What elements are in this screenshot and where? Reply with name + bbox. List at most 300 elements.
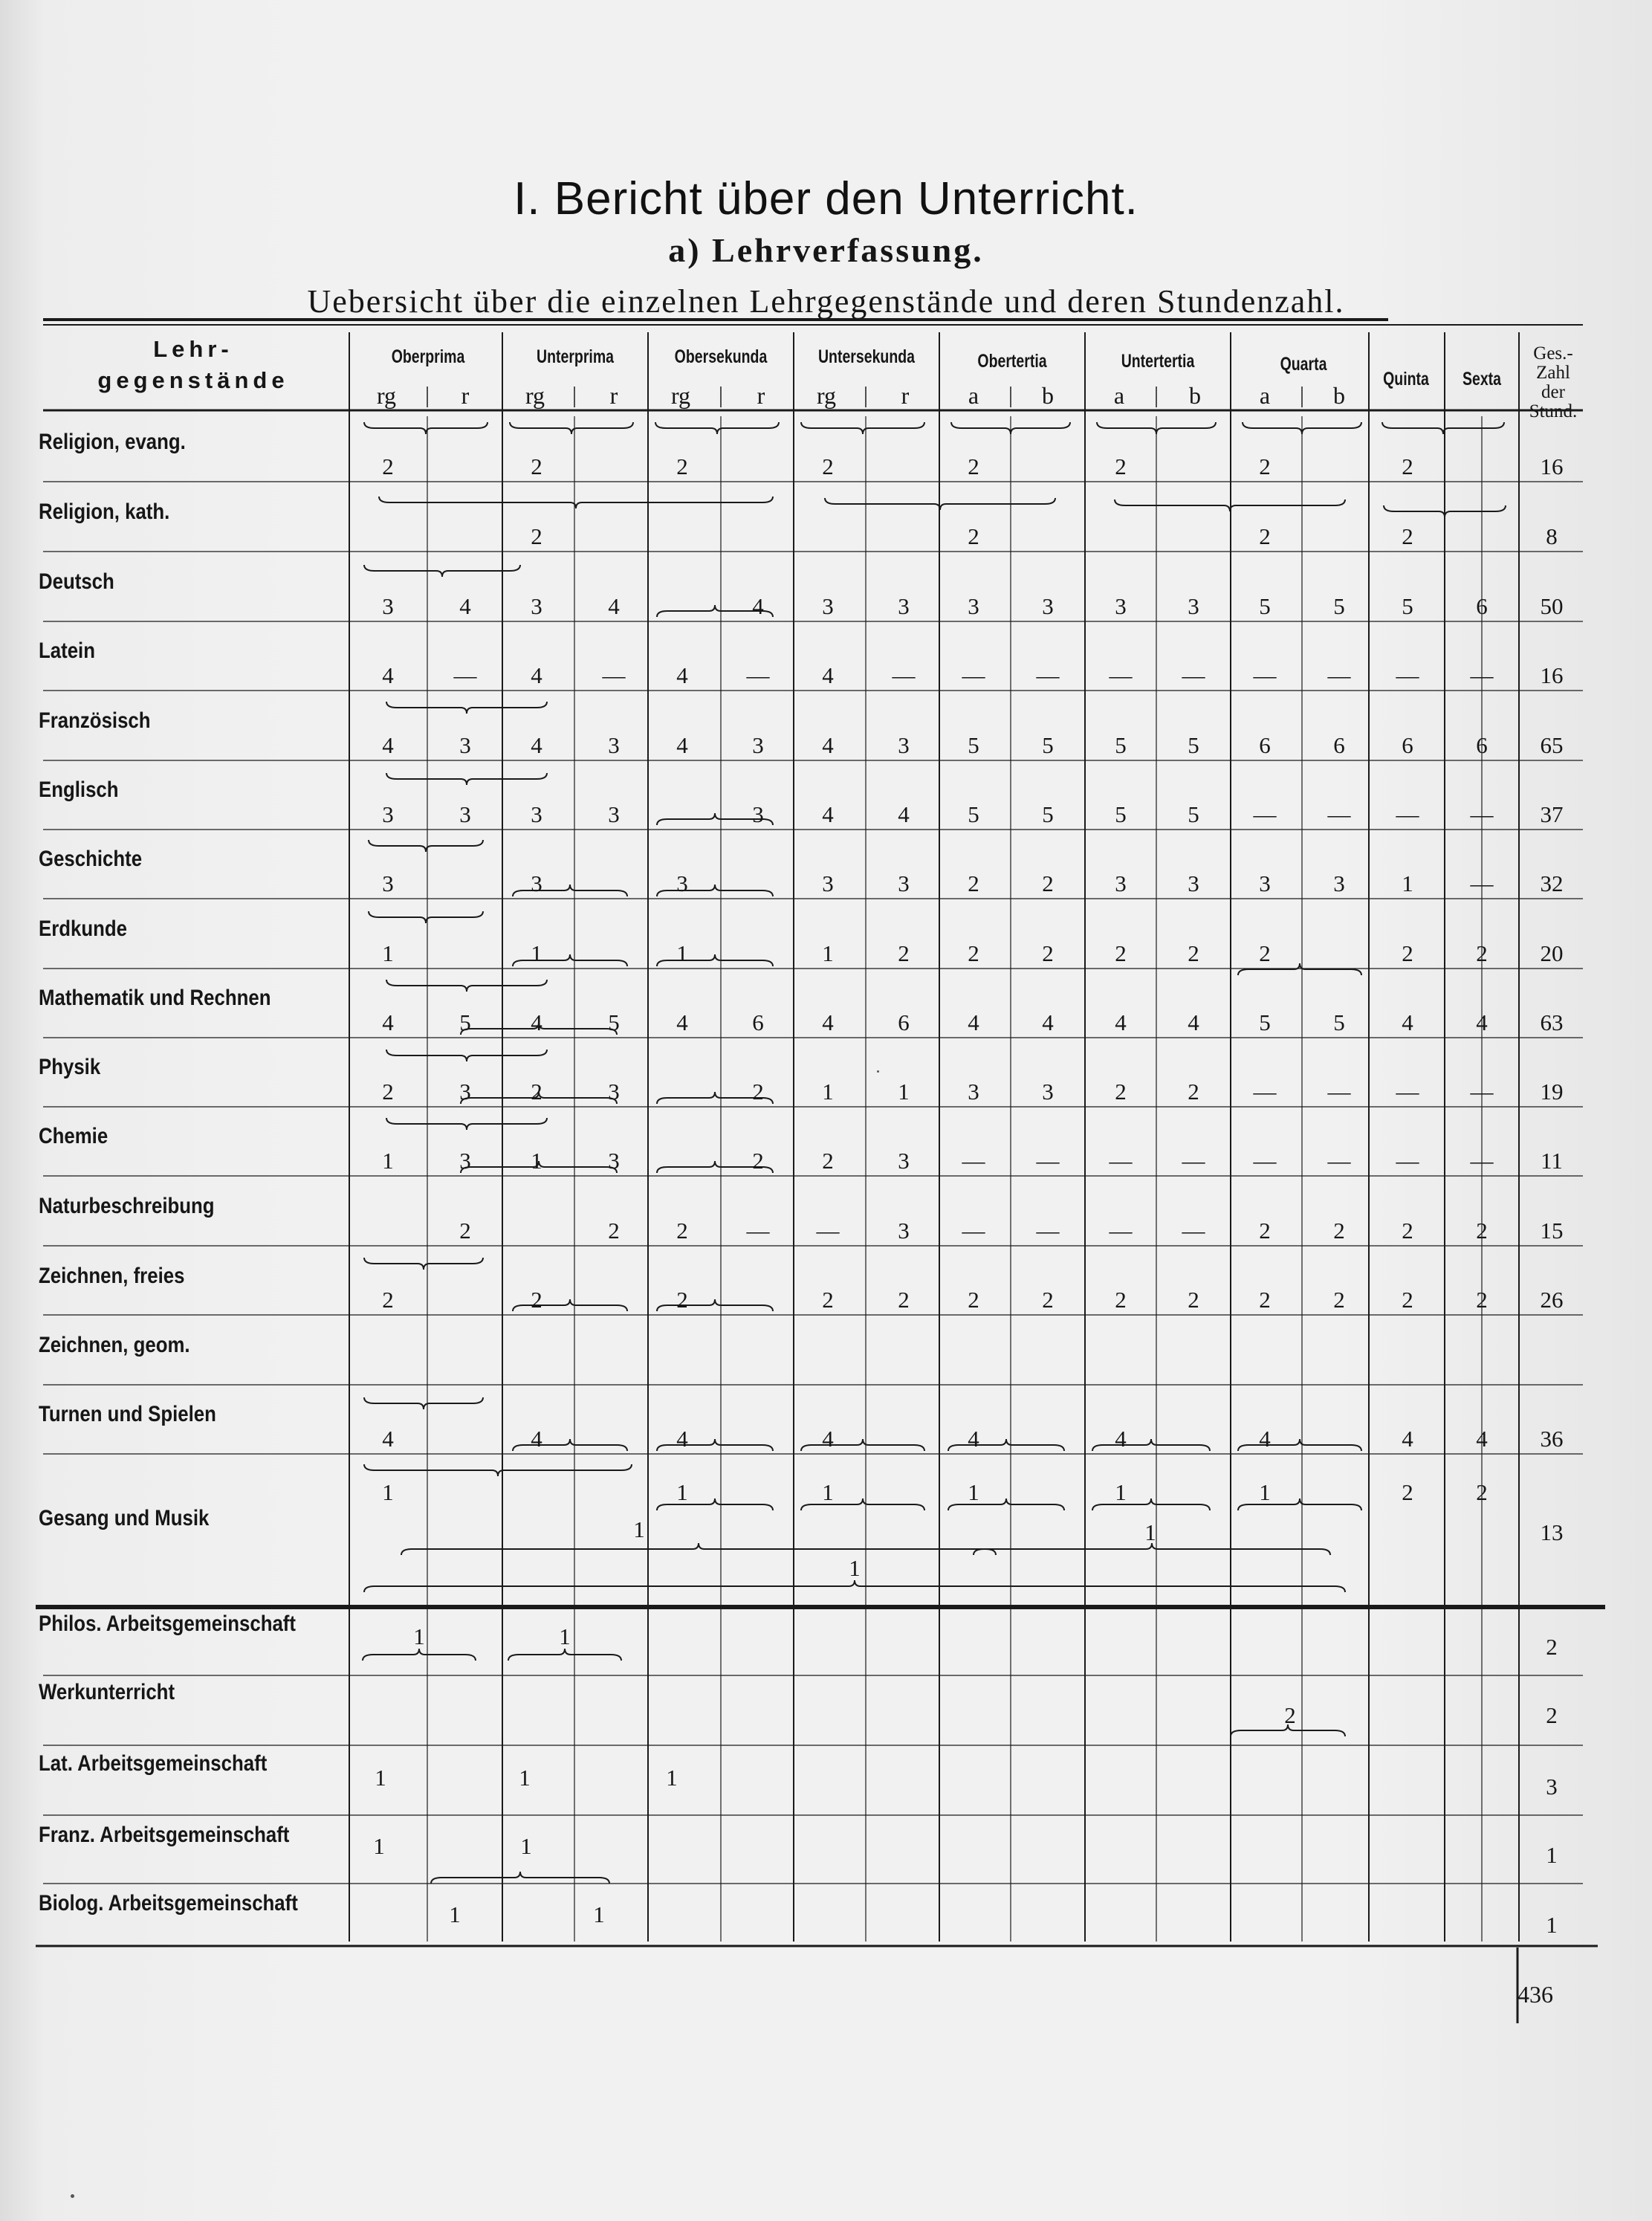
cell-value: 3 — [898, 732, 910, 758]
subject-label: Zeichnen, geom. — [39, 1333, 190, 1357]
cell-value: 4 — [382, 732, 394, 758]
subject-label: Philos. Arbeitsgemeinschaft — [39, 1611, 297, 1636]
cell-value: 4 — [1259, 1426, 1271, 1452]
grand-total: 436 — [1517, 1981, 1553, 2008]
subhead: a — [968, 382, 979, 409]
row-total: 65 — [1540, 732, 1564, 758]
cell-value: — — [1470, 870, 1494, 896]
subject-label: Lat. Arbeitsgemeinschaft — [39, 1751, 268, 1776]
group-brace — [386, 1118, 547, 1130]
cell-value: 2 — [1188, 1079, 1199, 1105]
cell-value: 2 — [968, 940, 979, 966]
total-header-line: der — [1541, 382, 1565, 402]
cell-value: 2 — [752, 1148, 764, 1174]
cell-value: 2 — [1476, 1287, 1488, 1313]
cell-value: — — [1470, 1079, 1494, 1105]
cell-value: 4 — [898, 801, 910, 827]
cell-value: 1 — [676, 1479, 688, 1505]
cell-value: 5 — [1115, 801, 1127, 827]
cell-value: 2 — [1259, 453, 1271, 479]
row-total: 63 — [1540, 1009, 1564, 1035]
cell-value: 3 — [752, 801, 764, 827]
cell-value: 4 — [822, 1009, 834, 1035]
cell-value: 2 — [1115, 940, 1127, 966]
cell-value: 4 — [531, 662, 542, 688]
cell-value: 1 — [849, 1555, 861, 1581]
cell-value: 5 — [1333, 593, 1345, 619]
row-total: 26 — [1540, 1287, 1564, 1313]
cell-value: — — [1327, 1079, 1351, 1105]
cell-value: — — [1036, 1148, 1060, 1174]
cell-value: 2 — [382, 1287, 394, 1313]
cell-value: — — [1396, 662, 1419, 688]
cell-value: — — [962, 662, 985, 688]
cell-value: 3 — [1115, 593, 1127, 619]
cell-value: 1 — [968, 1479, 979, 1505]
cell-value: 4 — [1042, 1009, 1054, 1035]
cell-value: 3 — [898, 593, 910, 619]
cell-value: 4 — [382, 1009, 394, 1035]
cell-value: — — [1253, 1148, 1277, 1174]
cell-value: 3 — [1042, 593, 1054, 619]
class-header: Untertertia — [1121, 351, 1195, 372]
cell-value: 2 — [1188, 1287, 1199, 1313]
cell-value: 3 — [898, 1218, 910, 1244]
cell-value: 2 — [1042, 870, 1054, 896]
cell-value: 2 — [1115, 1079, 1127, 1105]
cell-value: 1 — [559, 1623, 571, 1649]
row-total: 15 — [1540, 1218, 1564, 1244]
group-brace — [364, 1580, 1345, 1592]
cell-value: 5 — [1333, 1009, 1345, 1035]
group-brace — [431, 1872, 609, 1884]
subject-column-header-line2: gegenstände — [97, 367, 289, 393]
page-speck — [877, 1070, 879, 1073]
cell-value: 3 — [459, 1079, 471, 1105]
cell-value: 1 — [382, 1148, 394, 1174]
cell-value: 2 — [752, 1079, 764, 1105]
cell-value: 4 — [676, 662, 688, 688]
cell-value: 2 — [676, 1287, 688, 1313]
cell-value: 1 — [449, 1901, 461, 1927]
cell-value: 3 — [382, 593, 394, 619]
cell-value: — — [746, 662, 770, 688]
subject-label: Deutsch — [39, 569, 114, 594]
cell-value: 4 — [459, 593, 471, 619]
cell-value: 4 — [1402, 1426, 1413, 1452]
cell-value: 1 — [1115, 1479, 1127, 1505]
cell-value: 3 — [1042, 1079, 1054, 1105]
group-brace — [364, 1464, 632, 1476]
cell-value: 1 — [1259, 1479, 1271, 1505]
subject-label: Franz. Arbeitsgemeinschaft — [39, 1823, 290, 1847]
cell-value: 4 — [382, 1426, 394, 1452]
subject-label: Englisch — [39, 777, 119, 802]
cell-value: 4 — [968, 1426, 979, 1452]
cell-value: 1 — [373, 1833, 385, 1859]
cell-value: 2 — [968, 453, 979, 479]
subject-label: Naturbeschreibung — [39, 1194, 215, 1218]
cell-value: 1 — [822, 1079, 834, 1105]
cell-value: 3 — [382, 801, 394, 827]
cell-value: 2 — [1476, 1218, 1488, 1244]
cell-value: 5 — [1115, 732, 1127, 758]
group-brace — [369, 911, 483, 923]
class-header: Sexta — [1462, 369, 1502, 389]
page-speck — [71, 2194, 74, 2198]
cell-value: 4 — [676, 732, 688, 758]
cell-value: 1 — [375, 1765, 386, 1791]
cell-value: 3 — [1115, 870, 1127, 896]
row-total: 50 — [1540, 593, 1564, 619]
subhead: rg — [816, 382, 837, 409]
group-brace — [363, 1649, 476, 1661]
subhead: r — [901, 382, 910, 409]
cell-value: 5 — [1259, 1009, 1271, 1035]
cell-value: 1 — [520, 1833, 532, 1859]
cell-value: — — [453, 662, 477, 688]
subhead: r — [609, 382, 618, 409]
cell-value: 2 — [531, 523, 542, 549]
subject-label: Geschichte — [39, 847, 143, 871]
cell-value: — — [1109, 662, 1133, 688]
subject-label: Erdkunde — [39, 916, 127, 941]
cell-value: 1 — [519, 1765, 531, 1791]
class-header: Quarta — [1280, 354, 1327, 375]
cell-value: 2 — [1402, 523, 1413, 549]
cell-value: — — [1182, 662, 1205, 688]
cell-value: 4 — [822, 801, 834, 827]
cell-value: 1 — [898, 1079, 910, 1105]
cell-value: 2 — [968, 1287, 979, 1313]
cell-value: 2 — [1115, 453, 1127, 479]
cell-value: 1 — [382, 940, 394, 966]
cell-value: 1 — [1402, 870, 1413, 896]
cell-value: — — [892, 662, 916, 688]
cell-value: 2 — [531, 1079, 542, 1105]
cell-value: 1 — [822, 1479, 834, 1505]
cell-value: 4 — [1115, 1426, 1127, 1452]
cell-value: 2 — [1259, 940, 1271, 966]
cell-value: 6 — [1402, 732, 1413, 758]
total-header-line: Ges.- — [1533, 343, 1573, 363]
row-total: 20 — [1540, 940, 1564, 966]
subject-label: Turnen und Spielen — [39, 1402, 216, 1426]
cell-value: 1 — [633, 1516, 645, 1542]
cell-value: 2 — [1476, 940, 1488, 966]
group-brace — [1382, 422, 1504, 434]
cell-value: 2 — [1333, 1287, 1345, 1313]
cell-value: 4 — [822, 732, 834, 758]
cell-value: 2 — [822, 453, 834, 479]
cell-value: — — [1182, 1218, 1205, 1244]
group-brace — [364, 422, 487, 434]
cell-value: — — [1470, 1148, 1494, 1174]
class-header: Oberprima — [391, 346, 465, 367]
cell-value: 2 — [1476, 1479, 1488, 1505]
subhead: r — [757, 382, 765, 409]
cell-value: — — [1253, 662, 1277, 688]
cell-value: 5 — [968, 732, 979, 758]
row-total: 11 — [1541, 1148, 1563, 1174]
cell-value: 2 — [1115, 1287, 1127, 1313]
cell-value: — — [962, 1148, 985, 1174]
cell-value: 4 — [822, 662, 834, 688]
cell-value: 5 — [608, 1009, 620, 1035]
cell-value: — — [1109, 1218, 1133, 1244]
cell-value: 4 — [822, 1426, 834, 1452]
cell-value: 6 — [752, 1009, 764, 1035]
row-total: 37 — [1540, 801, 1564, 827]
cell-value: 2 — [531, 1287, 542, 1313]
cell-value: 2 — [608, 1218, 620, 1244]
cell-value: 3 — [1188, 593, 1199, 619]
cell-value: 1 — [413, 1623, 425, 1649]
cell-value: — — [816, 1218, 840, 1244]
group-brace — [386, 1050, 547, 1061]
subhead: b — [1189, 382, 1201, 409]
row-total: 19 — [1540, 1079, 1564, 1105]
cell-value: 5 — [968, 801, 979, 827]
cell-value: — — [1253, 1079, 1277, 1105]
cell-value: 4 — [676, 1009, 688, 1035]
cell-value: — — [1396, 1148, 1419, 1174]
row-total: 8 — [1546, 523, 1558, 549]
group-brace — [386, 773, 547, 785]
class-header: Quinta — [1383, 369, 1429, 389]
cell-value: 5 — [1402, 593, 1413, 619]
cell-value: 2 — [1259, 1218, 1271, 1244]
subject-label: Religion, evang. — [39, 430, 186, 454]
cell-value: 2 — [1333, 1218, 1345, 1244]
cell-value: — — [1036, 1218, 1060, 1244]
cell-value: — — [1109, 1148, 1133, 1174]
subject-label: Zeichnen, freies — [39, 1264, 185, 1288]
cell-value: 2 — [1259, 523, 1271, 549]
cell-value: 3 — [752, 732, 764, 758]
cell-value: 1 — [382, 1479, 394, 1505]
cell-value: — — [602, 662, 626, 688]
cell-value: 2 — [1259, 1287, 1271, 1313]
cell-value: 3 — [898, 870, 910, 896]
class-header: Untersekunda — [817, 346, 916, 367]
group-brace — [510, 422, 633, 434]
row-total: 36 — [1540, 1426, 1564, 1452]
cell-value: — — [1470, 662, 1494, 688]
group-brace — [386, 702, 547, 714]
cell-value: 1 — [531, 940, 542, 966]
table-caption: Uebersicht über die einzelnen Lehrgegenstände und deren Stundenzahl. — [307, 283, 1345, 320]
cell-value: 3 — [459, 801, 471, 827]
cell-value: — — [746, 1218, 770, 1244]
cell-value: 2 — [1402, 940, 1413, 966]
group-brace — [508, 1649, 621, 1661]
cell-value: 2 — [382, 1079, 394, 1105]
subject-column-header-line1: Lehr- — [153, 336, 233, 362]
subject-label: Werkunterricht — [39, 1680, 175, 1704]
cell-value: 5 — [1042, 732, 1054, 758]
cell-value: 6 — [1476, 732, 1488, 758]
row-total: 1 — [1546, 1842, 1558, 1868]
cell-value: 3 — [531, 801, 542, 827]
total-header-line: Zahl — [1536, 363, 1570, 383]
cell-value: 1 — [822, 940, 834, 966]
cell-value: 2 — [1188, 940, 1199, 966]
cell-value: 4 — [1188, 1009, 1199, 1035]
cell-value: 3 — [531, 593, 542, 619]
cell-value: 4 — [676, 1426, 688, 1452]
cell-value: — — [1327, 1148, 1351, 1174]
cell-value: 4 — [382, 662, 394, 688]
class-header: Obertertia — [977, 351, 1047, 372]
cell-value: 3 — [608, 801, 620, 827]
cell-value: 2 — [459, 1218, 471, 1244]
cell-value: 6 — [1333, 732, 1345, 758]
class-header: Obersekunda — [674, 346, 768, 367]
cell-value: 3 — [459, 732, 471, 758]
section-subtitle: a) Lehrverfassung. — [668, 231, 984, 269]
cell-value: 1 — [676, 940, 688, 966]
subject-label: Latein — [39, 639, 95, 663]
row-total: 1 — [1546, 1912, 1558, 1938]
subhead: rg — [670, 382, 691, 409]
cell-value: 3 — [382, 870, 394, 896]
subject-label: Mathematik und Rechnen — [39, 986, 271, 1010]
cell-value: 2 — [382, 453, 394, 479]
row-total: 2 — [1546, 1634, 1558, 1660]
total-header-line: Stund. — [1529, 401, 1578, 421]
group-brace — [379, 497, 773, 508]
row-total: 32 — [1540, 870, 1564, 896]
row-total: 13 — [1540, 1519, 1564, 1545]
cell-value: — — [1327, 801, 1351, 827]
subject-label: Französisch — [39, 708, 151, 733]
cell-value: 3 — [898, 1148, 910, 1174]
cell-value: — — [1036, 662, 1060, 688]
cell-value: 2 — [898, 1287, 910, 1313]
cell-value: 3 — [968, 593, 979, 619]
subhead: rg — [525, 382, 545, 409]
subhead: rg — [376, 382, 397, 409]
cell-value: 2 — [822, 1148, 834, 1174]
cell-value: 3 — [608, 1148, 620, 1174]
cell-value: 4 — [608, 593, 620, 619]
cell-value: 3 — [1333, 870, 1345, 896]
row-total: 3 — [1546, 1774, 1558, 1800]
cell-value: 3 — [822, 870, 834, 896]
cell-value: 2 — [968, 870, 979, 896]
page-title: I. Bericht über den Unterricht. — [514, 173, 1138, 224]
subject-label: Biolog. Arbeitsgemeinschaft — [39, 1891, 298, 1916]
row-total: 16 — [1540, 662, 1564, 688]
cell-value: 3 — [531, 870, 542, 896]
cell-value: — — [962, 1218, 985, 1244]
cell-value: — — [1182, 1148, 1205, 1174]
cell-value: — — [1470, 801, 1494, 827]
cell-value: 2 — [676, 453, 688, 479]
cell-value: 3 — [676, 870, 688, 896]
subject-label: Physik — [39, 1055, 101, 1079]
cell-value: 1 — [531, 1148, 542, 1174]
subhead: a — [1259, 382, 1271, 409]
group-brace — [364, 565, 520, 577]
cell-value: 2 — [822, 1287, 834, 1313]
cell-value: 2 — [1402, 1218, 1413, 1244]
cell-value: 4 — [1476, 1009, 1488, 1035]
cell-value: — — [1253, 801, 1277, 827]
cell-value: 2 — [1284, 1702, 1296, 1728]
cell-value: 3 — [968, 1079, 979, 1105]
group-brace — [369, 840, 483, 852]
cell-value: 5 — [1042, 801, 1054, 827]
subhead: r — [461, 382, 470, 409]
cell-value: — — [1396, 1079, 1419, 1105]
cell-value: 5 — [459, 1009, 471, 1035]
group-brace — [386, 980, 547, 992]
subhead: b — [1333, 382, 1345, 409]
subject-label: Religion, kath. — [39, 500, 170, 524]
cell-value: 3 — [608, 732, 620, 758]
cell-value: 2 — [968, 523, 979, 549]
subject-label: Gesang und Musik — [39, 1506, 210, 1530]
cell-value: 2 — [1402, 1287, 1413, 1313]
subject-label: Chemie — [39, 1124, 108, 1148]
cell-value: 2 — [1042, 1287, 1054, 1313]
group-brace — [364, 1258, 483, 1270]
cell-value: 2 — [676, 1218, 688, 1244]
cell-value: 3 — [822, 593, 834, 619]
cell-value: — — [1396, 801, 1419, 827]
cell-value: 1 — [593, 1901, 605, 1927]
cell-value: 5 — [1259, 593, 1271, 619]
subhead: a — [1113, 382, 1125, 409]
cell-value: 5 — [1188, 801, 1199, 827]
row-total: 16 — [1540, 453, 1564, 479]
cell-value: 2 — [898, 940, 910, 966]
cell-value: 3 — [1259, 870, 1271, 896]
cell-value: 3 — [1188, 870, 1199, 896]
cell-value: — — [1327, 662, 1351, 688]
cell-value: 6 — [1476, 593, 1488, 619]
cell-value: 5 — [1188, 732, 1199, 758]
cell-value: 2 — [1042, 940, 1054, 966]
cell-value: 4 — [968, 1009, 979, 1035]
group-brace — [801, 422, 924, 434]
cell-value: 2 — [531, 453, 542, 479]
cell-value: 6 — [898, 1009, 910, 1035]
cell-value: 2 — [1402, 1479, 1413, 1505]
cell-value: 3 — [459, 1148, 471, 1174]
cell-value: 4 — [1115, 1009, 1127, 1035]
cell-value: 1 — [1144, 1519, 1156, 1545]
cell-value: 4 — [531, 1009, 542, 1035]
class-header: Unterprima — [536, 346, 615, 367]
cell-value: 4 — [531, 1426, 542, 1452]
cell-value: 3 — [608, 1079, 620, 1105]
cell-value: 4 — [1476, 1426, 1488, 1452]
cell-value: 4 — [531, 732, 542, 758]
cell-value: 4 — [1402, 1009, 1413, 1035]
cell-value: 1 — [666, 1765, 678, 1791]
cell-value: 2 — [1402, 453, 1413, 479]
group-brace — [655, 422, 779, 434]
subhead: b — [1042, 382, 1054, 409]
row-total: 2 — [1546, 1702, 1558, 1728]
cell-value: 6 — [1259, 732, 1271, 758]
cell-value: 4 — [752, 593, 764, 619]
group-brace — [364, 1397, 483, 1409]
group-brace — [401, 1543, 996, 1555]
